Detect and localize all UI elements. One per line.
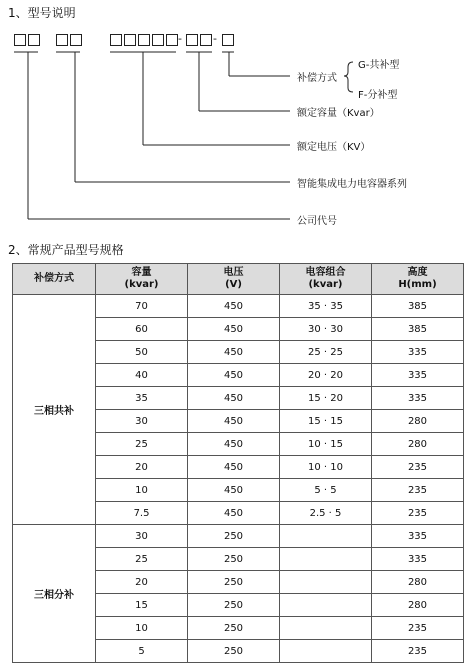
table-cell: 250 bbox=[188, 640, 280, 663]
table-cell: 70 bbox=[96, 295, 188, 318]
table-cell bbox=[280, 594, 372, 617]
table-cell: 280 bbox=[371, 410, 463, 433]
table-row bbox=[13, 295, 464, 318]
label-option-g: G-共补型 bbox=[358, 60, 400, 71]
table-cell: 25 bbox=[96, 433, 188, 456]
table-cell: 20 bbox=[96, 456, 188, 479]
table-cell bbox=[280, 571, 372, 594]
table-cell: 335 bbox=[371, 525, 463, 548]
table-cell: 235 bbox=[371, 456, 463, 479]
table-cell: 20 · 20 bbox=[280, 364, 372, 387]
table-cell: 335 bbox=[371, 387, 463, 410]
table-cell: 250 bbox=[188, 548, 280, 571]
table-cell: 5 · 5 bbox=[280, 479, 372, 502]
table-cell: 25 · 25 bbox=[280, 341, 372, 364]
table-cell: 385 bbox=[371, 295, 463, 318]
table-cell: 450 bbox=[188, 364, 280, 387]
table-cell: 235 bbox=[371, 502, 463, 525]
label-series: 智能集成电力电容器系列 bbox=[297, 179, 407, 190]
table-cell: 235 bbox=[371, 617, 463, 640]
table-cell: 280 bbox=[371, 433, 463, 456]
table-cell: 35 bbox=[96, 387, 188, 410]
table-header-cell: 高度 H(mm) bbox=[371, 264, 463, 295]
table-cell bbox=[280, 525, 372, 548]
table-cell: 450 bbox=[188, 410, 280, 433]
table-cell: 15 bbox=[96, 594, 188, 617]
compensation-mode-cell: 三相分补 bbox=[13, 525, 96, 663]
table-cell: 450 bbox=[188, 318, 280, 341]
code-dash: - bbox=[213, 32, 217, 45]
table-cell: 10 · 15 bbox=[280, 433, 372, 456]
table-cell: 250 bbox=[188, 525, 280, 548]
model-diagram-lines bbox=[0, 0, 470, 240]
section-title-model-description: 1、型号说明 bbox=[8, 6, 76, 20]
code-dash: - bbox=[178, 32, 182, 45]
spec-table bbox=[12, 263, 464, 663]
table-cell: 2.5 · 5 bbox=[280, 502, 372, 525]
table-cell: 385 bbox=[371, 318, 463, 341]
table-header-cell: 电容组合 (kvar) bbox=[280, 264, 372, 295]
table-cell: 335 bbox=[371, 341, 463, 364]
table-cell: 335 bbox=[371, 364, 463, 387]
table-cell: 450 bbox=[188, 387, 280, 410]
table-cell: 450 bbox=[188, 341, 280, 364]
table-cell: 15 · 20 bbox=[280, 387, 372, 410]
table-cell: 250 bbox=[188, 571, 280, 594]
table-cell bbox=[280, 617, 372, 640]
compensation-mode-cell: 三相共补 bbox=[13, 295, 96, 525]
table-cell: 450 bbox=[188, 433, 280, 456]
table-header-cell: 电压 (V) bbox=[188, 264, 280, 295]
table-row bbox=[13, 525, 464, 548]
table-cell: 60 bbox=[96, 318, 188, 341]
label-rated-capacity: 额定容量（Kvar） bbox=[297, 108, 380, 119]
label-rated-voltage: 额定电压（KV） bbox=[297, 142, 371, 153]
table-cell bbox=[280, 548, 372, 571]
label-company-code: 公司代号 bbox=[297, 216, 337, 227]
table-cell: 450 bbox=[188, 295, 280, 318]
table-header-cell: 补偿方式 bbox=[13, 264, 96, 295]
table-cell: 15 · 15 bbox=[280, 410, 372, 433]
table-cell: 450 bbox=[188, 456, 280, 479]
table-body bbox=[13, 295, 464, 663]
table-cell: 10 bbox=[96, 617, 188, 640]
table-cell: 250 bbox=[188, 594, 280, 617]
table-cell: 335 bbox=[371, 548, 463, 571]
table-cell: 5 bbox=[96, 640, 188, 663]
table-cell: 50 bbox=[96, 341, 188, 364]
table-cell: 235 bbox=[371, 479, 463, 502]
table-cell: 30 · 30 bbox=[280, 318, 372, 341]
table-cell: 30 bbox=[96, 410, 188, 433]
table-cell: 30 bbox=[96, 525, 188, 548]
table-cell: 280 bbox=[371, 594, 463, 617]
table-cell: 250 bbox=[188, 617, 280, 640]
label-option-f: F-分补型 bbox=[358, 90, 398, 101]
table-cell: 35 · 35 bbox=[280, 295, 372, 318]
table-cell: 25 bbox=[96, 548, 188, 571]
table-header-row bbox=[13, 264, 464, 295]
table-cell: 235 bbox=[371, 640, 463, 663]
table-cell: 450 bbox=[188, 502, 280, 525]
table-cell: 10 · 10 bbox=[280, 456, 372, 479]
table-cell: 20 bbox=[96, 571, 188, 594]
table-cell: 7.5 bbox=[96, 502, 188, 525]
table-cell: 10 bbox=[96, 479, 188, 502]
table-cell bbox=[280, 640, 372, 663]
label-compensation-mode: 补偿方式 bbox=[297, 73, 337, 84]
table-cell: 450 bbox=[188, 479, 280, 502]
table-cell: 280 bbox=[371, 571, 463, 594]
table-header-cell: 容量 (kvar) bbox=[96, 264, 188, 295]
table-cell: 40 bbox=[96, 364, 188, 387]
section-title-specifications: 2、常规产品型号规格 bbox=[8, 243, 124, 257]
